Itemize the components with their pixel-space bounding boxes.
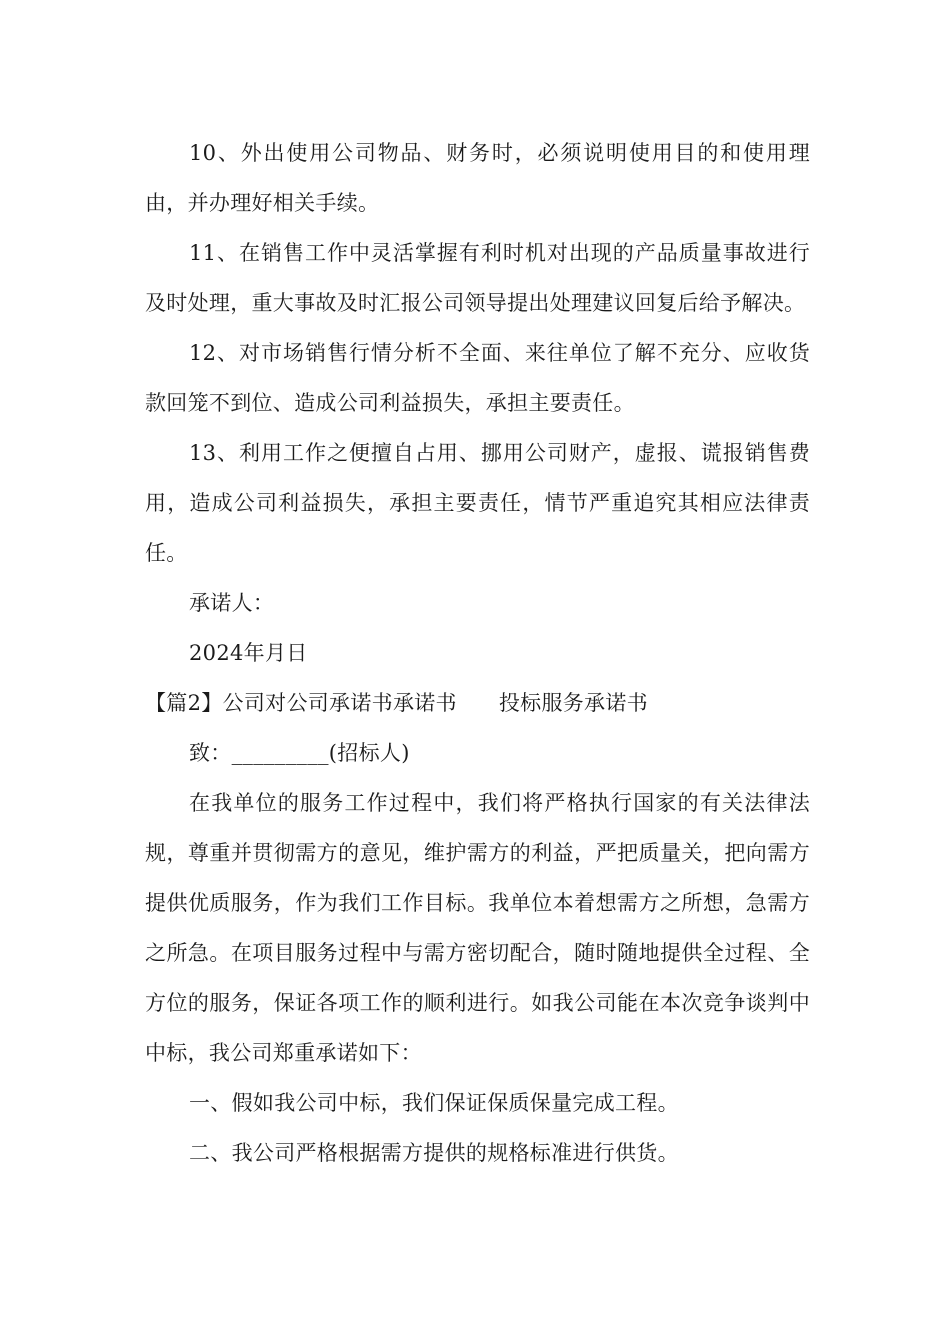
section-2-title-right: 投标服务承诺书 [498,691,648,715]
section-2-title-left: 【篇2】公司对公司承诺书承诺书 [145,691,457,715]
section-2-title [145,678,810,728]
clause-11: 11、在销售工作中灵活掌握有利时机对出现的产品质量事故进行及时处理，重大事故及时汇报公司领导提出处理建议回复后给予解决。 [145,241,810,315]
commitment-item-2: 二、我公司严格根据需方提供的规格标准进行供货。 [189,1141,679,1165]
commitment-intro: 在我单位的服务工作过程中，我们将严格执行国家的有关法律法规，尊重并贯彻需方的意见，维护需方的利益，严把质量关，把向需方提供优质服务，作为我们工作目标。我单位本着想需方之所想，急需方之所急。在项目服务过程中与需方密切配合，随时随地提供全过程、全方位的服务，保证各项工作的顺利进行。如我公司能在本次竞争谈判中中标，我公司郑重承诺如下： [145,791,810,1065]
clause-12: 12、对市场销售行情分析不全面、来往单位了解不充分、应收货款回笼不到位、造成公司利益损失，承担主要责任。 [145,341,810,415]
clause-10: 10、外出使用公司物品、财务时，必须说明使用目的和使用理由，并办理好相关手续。 [145,141,810,215]
addressee-line: 致：_________(招标人) [189,741,410,765]
document-body [145,128,810,1178]
signature-date: 2024年月日 [189,641,308,665]
commitment-item-1: 一、假如我公司中标，我们保证保质保量完成工程。 [189,1091,679,1115]
signatory-label: 承诺人： [189,591,275,615]
clause-13: 13、利用工作之便擅自占用、挪用公司财产，虚报、谎报销售费用，造成公司利益损失，承担主要责任，情节严重追究其相应法律责任。 [145,441,810,565]
